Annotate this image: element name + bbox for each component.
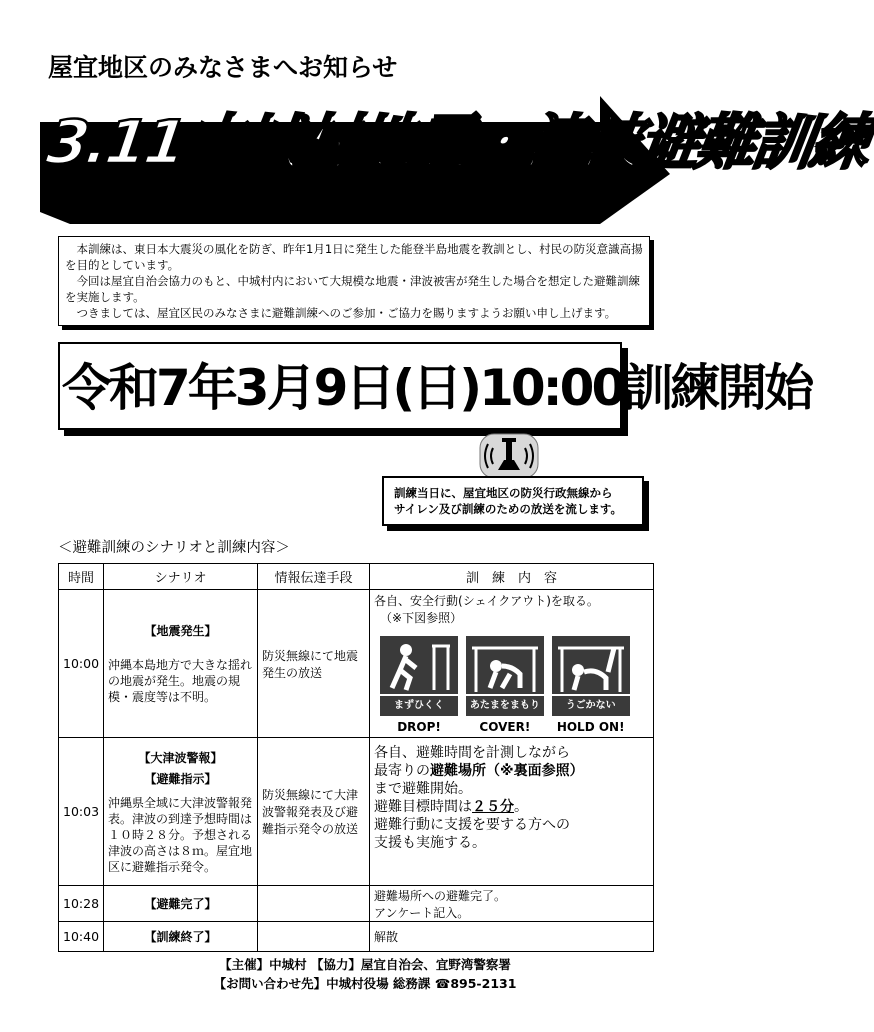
row-scenario: [104, 738, 258, 886]
content-line-f: 支援も実施する。: [374, 835, 487, 851]
scenario-heading: ＜避難訓練のシナリオと訓練内容＞: [58, 540, 290, 556]
scenario-title-2: 【避難指示】: [144, 771, 217, 786]
pictogram-label: うごかない: [552, 694, 630, 716]
row-time: 10:28: [59, 886, 104, 922]
content-line-e: 避難行動に支援を要する方への: [374, 817, 571, 833]
table-header-row: [59, 564, 654, 590]
scenario-text: 沖縄本島地方で大きな揺れの地震が発生。地震の規模・震度等は不明。: [108, 658, 253, 704]
row-scenario: [104, 590, 258, 738]
intro-paragraph-1: 本訓練は、東日本大震災の風化を防ぎ、昨年1月1日に発生した能登半島地震を教訓とし、村民の防災意識高揚を目的としています。: [65, 242, 643, 272]
footer-line-1: 【主催】中城村 【協力】屋宜自治会、宜野湾警察署: [219, 957, 511, 972]
intro-paragraph-2: 今回は屋宜自治会協力のもと、中城村内において大規模な地震・津波被害が発生した場合を想定した避難訓練を実施します。: [65, 274, 640, 304]
shakeout-pictograms: [374, 636, 649, 734]
scenario-title: 【地震発生】: [144, 624, 217, 638]
content-line-d: [374, 798, 649, 816]
content-line-a: 各自、避難時間を計測しながら: [374, 745, 571, 761]
header-time: 時間: [59, 564, 104, 590]
row-scenario: 【避難完了】: [104, 886, 258, 922]
intro-paragraph-3: つきましては、屋宜区民のみなさまに避難訓練へのご参加・ご協力を賜りますようお願い申し上げます。: [76, 306, 617, 320]
table-row: [59, 922, 654, 952]
siren-line-1: 訓練当日に、屋宜地区の防災行政無線から: [394, 486, 613, 500]
content-b-text: 最寄りの: [374, 763, 431, 779]
scenario-title: 【大津波警報】: [138, 750, 223, 765]
scenario-text: 沖縄県全域に大津波警報発表。津波の到達予想時間は１０時２８分。予想される津波の高さは８ｍ。屋宜地区に避難指示発令。: [108, 795, 253, 874]
content-line-2: アンケート記入。: [374, 905, 470, 920]
content-line-c: まで避難開始。: [374, 781, 473, 797]
target-time-text: ２５分: [472, 799, 515, 815]
row-time: 10:00: [59, 590, 104, 738]
content-line-b: [374, 762, 649, 780]
pictogram-en: HOLD ON!: [556, 720, 625, 734]
cover-figure-icon: [466, 636, 544, 734]
siren-notice-box: [382, 476, 644, 526]
footer-line-2: 【お問い合わせ先】中城村役場 総務課 ☎895-2131: [213, 976, 517, 991]
content-line-1: 避難場所への避難完了。: [374, 888, 507, 903]
notice-heading: 屋宜地区のみなさまへお知らせ: [48, 53, 398, 82]
row-content: [370, 886, 654, 922]
row-content: [370, 590, 654, 738]
header-scenario: シナリオ: [104, 564, 258, 590]
date-banner: 令和7年3月9日(日)10:00訓練開始: [62, 359, 812, 417]
table-row: [59, 886, 654, 922]
pictogram-label: あたまをまもり: [466, 694, 544, 716]
row-content: 解散: [370, 922, 654, 952]
table-row: [59, 738, 654, 886]
content-d-end: 。: [514, 799, 529, 815]
pictogram-label: まずひくく: [380, 694, 458, 716]
row-content: [370, 738, 654, 886]
drop-figure-icon: [380, 636, 458, 734]
siren-speaker-icon: [472, 430, 546, 482]
row-time: 10:40: [59, 922, 104, 952]
content-line-1: 各自、安全行動(シェイクアウト)を取る。: [374, 594, 599, 608]
table-row: [59, 590, 654, 738]
header-means: 情報伝達手段: [258, 564, 370, 590]
row-means: [258, 886, 370, 922]
row-means: 防災無線にて地震発生の放送: [258, 590, 370, 738]
evacuation-site-text: 避難場所（※裏面参照）: [430, 763, 584, 779]
hold-on-figure-icon: [552, 636, 630, 734]
pictogram-en: DROP!: [397, 720, 441, 734]
content-line-2: （※下図参照）: [380, 611, 463, 625]
row-means: 防災無線にて大津波警報発表及び避難指示発令の放送: [258, 738, 370, 886]
scenario-table: [58, 563, 654, 952]
main-title: 3.11中城村地震・津波避難訓練: [42, 108, 873, 178]
header-content: 訓 練 内 容: [370, 564, 654, 590]
row-time: 10:03: [59, 738, 104, 886]
row-scenario: 【訓練終了】: [104, 922, 258, 952]
intro-box: [58, 236, 650, 326]
content-d-text: 避難目標時間は: [374, 799, 473, 815]
row-means: [258, 922, 370, 952]
siren-line-2: サイレン及び訓練のための放送を流します。: [394, 502, 622, 516]
footer: [0, 955, 730, 993]
pictogram-en: COVER!: [479, 720, 531, 734]
